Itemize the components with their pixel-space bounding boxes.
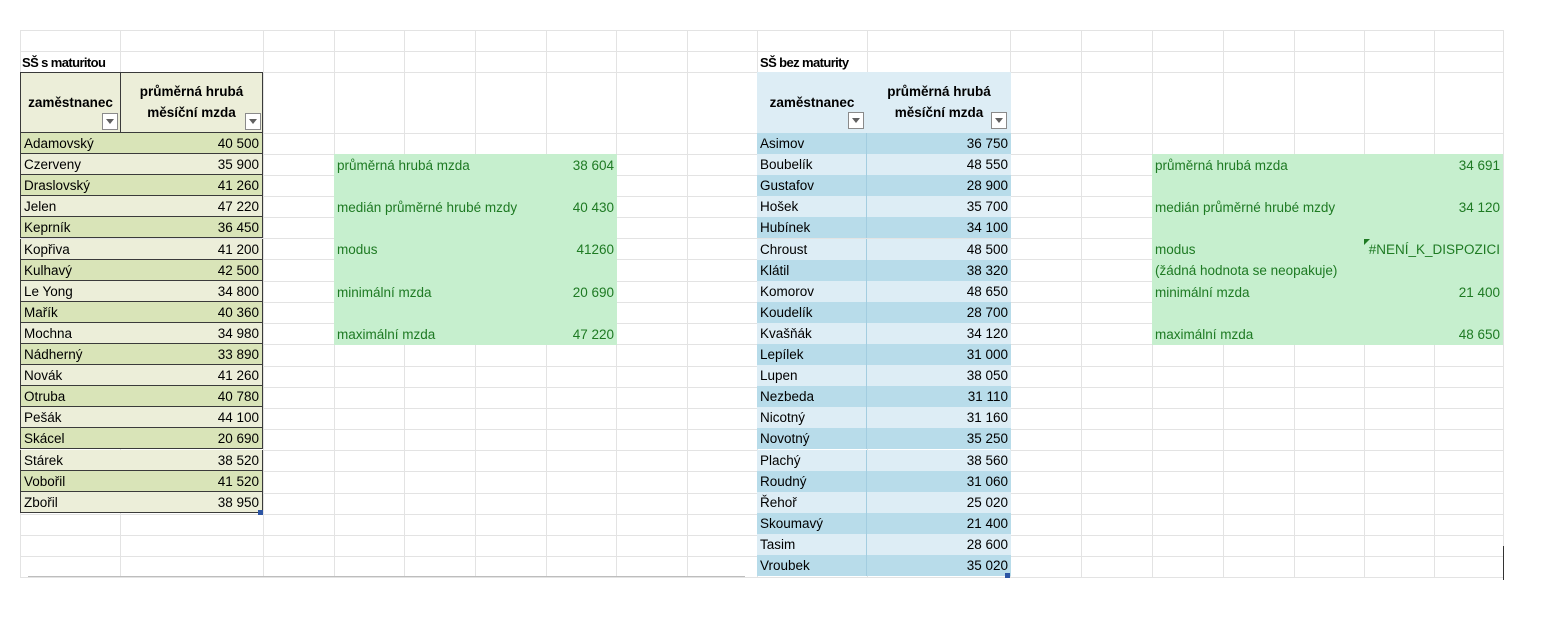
- table-mat-header-name[interactable]: zaměstnanec: [20, 72, 121, 133]
- table-nomat-cell-salary[interactable]: 48 500: [867, 239, 1011, 260]
- selection-line: [28, 576, 745, 577]
- table-nomat-cell-name[interactable]: Plachý: [757, 450, 867, 471]
- table-mat-cell-name[interactable]: Czerveny: [20, 154, 121, 175]
- table-nomat-cell-salary[interactable]: 31 160: [867, 407, 1011, 428]
- table-nomat-cell-salary[interactable]: 35 700: [867, 196, 1011, 217]
- cursor-line: [1503, 546, 1504, 580]
- table-nomat-cell-name[interactable]: Vroubek: [757, 555, 867, 576]
- table-nomat-cell-salary[interactable]: 28 900: [867, 175, 1011, 196]
- table-nomat-cell-name[interactable]: Roudný: [757, 471, 867, 492]
- stat-avg-value[interactable]: 38 604: [572, 158, 614, 173]
- table-resize-handle[interactable]: [1005, 573, 1010, 578]
- table-mat-cell-name[interactable]: Pešák: [20, 407, 121, 428]
- table-mat-cell-salary[interactable]: 33 890: [120, 344, 263, 365]
- stat-avg-label: průměrná hrubá mzda: [1155, 158, 1288, 173]
- table-mat-cell-salary[interactable]: 41 520: [120, 471, 263, 492]
- stat-min-value[interactable]: 21 400: [1458, 285, 1500, 300]
- table-mat-title: SŠ s maturitou: [22, 55, 106, 70]
- table-mat-cell-salary[interactable]: 40 500: [120, 133, 263, 154]
- table-nomat-header-salary[interactable]: průměrná hrubá měsíční mzda: [867, 72, 1011, 133]
- table-mat-cell-name[interactable]: Jelen: [20, 196, 121, 217]
- stat-max-value[interactable]: 47 220: [572, 327, 614, 342]
- stat-mode-value[interactable]: 41260: [576, 242, 614, 257]
- table-nomat-title: SŠ bez maturity: [760, 55, 849, 70]
- table-nomat-cell-name[interactable]: Novotný: [757, 428, 867, 449]
- table-nomat-cell-salary[interactable]: 28 700: [867, 302, 1011, 323]
- table-mat-cell-name[interactable]: Keprník: [20, 217, 121, 238]
- table-nomat-cell-salary[interactable]: 48 650: [867, 281, 1011, 302]
- stat-median-value[interactable]: 40 430: [572, 200, 614, 215]
- table-mat-cell-name[interactable]: Otruba: [20, 386, 121, 407]
- stat-avg-value[interactable]: 34 691: [1458, 158, 1500, 173]
- table-nomat-cell-name[interactable]: Tasim: [757, 534, 867, 555]
- stat-max-label: maximální mzda: [1155, 327, 1254, 342]
- table-nomat-cell-name[interactable]: Klátil: [757, 260, 867, 281]
- table-mat-cell-name[interactable]: Zbořil: [20, 492, 121, 513]
- table-mat-header-salary[interactable]: průměrná hrubá měsíční mzda: [120, 72, 263, 133]
- stat-avg-label: průměrná hrubá mzda: [337, 158, 470, 173]
- grid-row-line: [20, 577, 1504, 578]
- table-mat-cell-salary[interactable]: 34 800: [120, 281, 263, 302]
- stat-max-label: maximální mzda: [337, 327, 436, 342]
- stat-mode-value[interactable]: #NENÍ_K_DISPOZICI: [1368, 242, 1500, 257]
- table-mat-cell-name[interactable]: Kopřiva: [20, 239, 121, 260]
- table-nomat-cell-name[interactable]: Nicotný: [757, 407, 867, 428]
- filter-dropdown-icon[interactable]: [848, 112, 864, 129]
- table-mat-cell-salary[interactable]: 36 450: [120, 217, 263, 238]
- table-nomat-cell-salary[interactable]: 48 550: [867, 154, 1011, 175]
- table-nomat-cell-salary[interactable]: 31 110: [867, 386, 1011, 407]
- table-mat-cell-salary[interactable]: 41 200: [120, 239, 263, 260]
- stat-max-value[interactable]: 48 650: [1458, 327, 1500, 342]
- table-mat-cell-name[interactable]: Kulhavý: [20, 260, 121, 281]
- table-nomat-cell-salary[interactable]: 34 120: [867, 323, 1011, 344]
- table-nomat-cell-salary[interactable]: 31 000: [867, 344, 1011, 365]
- filter-dropdown-icon[interactable]: [991, 112, 1007, 129]
- table-nomat-cell-salary[interactable]: 28 600: [867, 534, 1011, 555]
- table-nomat-cell-name[interactable]: Kvašňák: [757, 323, 867, 344]
- table-nomat-cell-salary[interactable]: 35 250: [867, 428, 1011, 449]
- table-mat-cell-name[interactable]: Nádherný: [20, 344, 121, 365]
- table-mat-cell-salary[interactable]: 40 780: [120, 386, 263, 407]
- table-mat-cell-salary[interactable]: 44 100: [120, 407, 263, 428]
- table-mat-cell-salary[interactable]: 47 220: [120, 196, 263, 217]
- table-nomat-header-name[interactable]: zaměstnanec: [757, 72, 867, 133]
- grid-col-line: [687, 30, 688, 577]
- table-nomat-cell-name[interactable]: Lupen: [757, 365, 867, 386]
- table-nomat-cell-salary[interactable]: 31 060: [867, 471, 1011, 492]
- table-nomat-cell-name[interactable]: Hubínek: [757, 217, 867, 238]
- table-mat-cell-salary[interactable]: 42 500: [120, 260, 263, 281]
- grid-col-line: [1081, 30, 1082, 577]
- table-nomat-cell-salary[interactable]: 38 050: [867, 365, 1011, 386]
- table-mat-cell-name[interactable]: Stárek: [20, 450, 121, 471]
- table-mat-cell-name[interactable]: Skácel: [20, 428, 121, 449]
- table-nomat-cell-salary[interactable]: 38 320: [867, 260, 1011, 281]
- table-nomat-cell-salary[interactable]: 21 400: [867, 513, 1011, 534]
- table-nomat-cell-name[interactable]: Hošek: [757, 196, 867, 217]
- stat-median-label: medián průměrné hrubé mzdy: [1155, 200, 1336, 215]
- table-nomat-cell-salary[interactable]: 35 020: [867, 555, 1011, 576]
- table-nomat-cell-name[interactable]: Řehoř: [757, 492, 867, 513]
- table-nomat-cell-salary[interactable]: 36 750: [867, 133, 1011, 154]
- table-mat-cell-name[interactable]: Mařík: [20, 302, 121, 323]
- table-mat-cell-salary[interactable]: 41 260: [120, 365, 263, 386]
- table-mat-cell-salary[interactable]: 34 980: [120, 323, 263, 344]
- stat-min-label: minimální mzda: [337, 285, 432, 300]
- table-nomat-cell-name[interactable]: Gustafov: [757, 175, 867, 196]
- stat-min-value[interactable]: 20 690: [572, 285, 614, 300]
- grid-row-line: [20, 30, 1504, 31]
- table-nomat-cell-salary[interactable]: 34 100: [867, 217, 1011, 238]
- table-mat-cell-salary[interactable]: 41 260: [120, 175, 263, 196]
- table-mat-cell-name[interactable]: Draslovský: [20, 175, 121, 196]
- table-mat-cell-salary[interactable]: 38 950: [120, 492, 263, 513]
- table-mat-cell-name[interactable]: Novák: [20, 365, 121, 386]
- table-nomat-cell-salary[interactable]: 25 020: [867, 492, 1011, 513]
- table-mat-cell-name[interactable]: Vobořil: [20, 471, 121, 492]
- table-mat-cell-name[interactable]: Adamovský: [20, 133, 121, 154]
- stat-mode-note: (žádná hodnota se neopakuje): [1155, 263, 1338, 278]
- stat-median-value[interactable]: 34 120: [1458, 200, 1500, 215]
- grid-row-line: [20, 51, 1504, 52]
- grid-col-line: [1503, 30, 1504, 577]
- table-nomat-cell-name[interactable]: Koudelík: [757, 302, 867, 323]
- table-mat-cell-salary[interactable]: 40 360: [120, 302, 263, 323]
- table-nomat-cell-name[interactable]: Komorov: [757, 281, 867, 302]
- table-nomat-cell-salary[interactable]: 38 560: [867, 450, 1011, 471]
- grid-col-line: [263, 30, 264, 577]
- table-mat-cell-salary[interactable]: 20 690: [120, 428, 263, 449]
- table-nomat-cell-name[interactable]: Skoumavý: [757, 513, 867, 534]
- stat-mode-label: modus: [337, 242, 378, 257]
- filter-dropdown-icon[interactable]: [102, 113, 118, 130]
- table-nomat-cell-name[interactable]: Chroust: [757, 239, 867, 260]
- table-mat-cell-salary[interactable]: 35 900: [120, 154, 263, 175]
- stat-mode-label: modus: [1155, 242, 1196, 257]
- table-nomat-cell-name[interactable]: Asimov: [757, 133, 867, 154]
- table-mat-cell-name[interactable]: Le Yong: [20, 281, 121, 302]
- stat-min-label: minimální mzda: [1155, 285, 1250, 300]
- table-nomat-cell-name[interactable]: Nezbeda: [757, 386, 867, 407]
- table-mat-cell-name[interactable]: Mochna: [20, 323, 121, 344]
- table-resize-handle[interactable]: [258, 510, 263, 515]
- table-nomat-cell-name[interactable]: Lepílek: [757, 344, 867, 365]
- stat-median-label: medián průměrné hrubé mzdy: [337, 200, 518, 215]
- table-mat-cell-salary[interactable]: 38 520: [120, 450, 263, 471]
- filter-dropdown-icon[interactable]: [245, 113, 261, 130]
- table-nomat-cell-name[interactable]: Boubelík: [757, 154, 867, 175]
